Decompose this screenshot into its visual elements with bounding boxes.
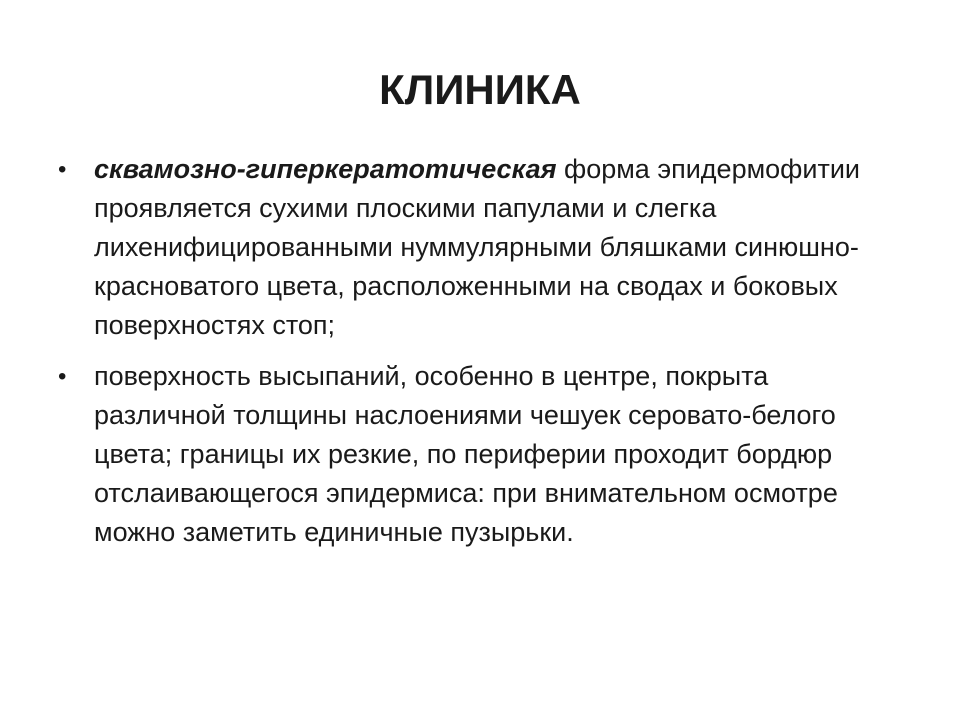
bullet-marker: • [58,156,67,183]
bullet-item [58,150,888,345]
bullet-list [58,150,888,564]
bullet-text: форма эпидермофитии проявляется сухими плоскими папулами и слегка лихенифицированными нуммулярными бляшками синюшно-красноватого цвета, расположенными на сводах и боковых поверхностях стоп; [94,154,860,340]
bullet-term: сквамозно-гиперкератотическая [94,154,557,184]
slide-title: КЛИНИКА [379,66,581,113]
bullet-text: поверхность высыпаний, особенно в центре, покрыта различной толщины наслоениями чешуек серовато-белого цвета; границы их резкие, по периферии проходит бордюр отслаивающегося эпидермиса: при внимательном осмотре можно заметить единичные пузырьки. [94,361,838,547]
bullet-marker: • [58,363,67,390]
bullet-item [58,357,888,552]
